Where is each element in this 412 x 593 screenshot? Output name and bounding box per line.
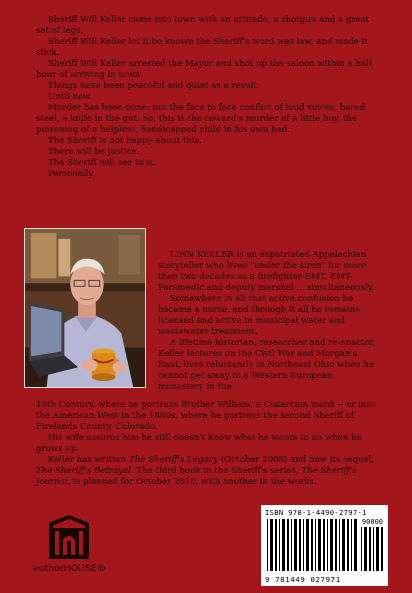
bio-paragraph: A lifetime historian, researcher and re-enactor, Keller lectures on the Civil War and Morgan's Raid, lives reluctantly in Northeast Ohio when he cannot get away to a Western European monastery in the — [158, 338, 376, 392]
blurb-line: Murder has been done: not the face to face conflict of loud voices, bared steel, a knife in the gut: no, this is the coward's murder of a little boy, the poisoning of a helpless, handicapped child in his own bed. — [36, 103, 366, 135]
book-title: The Sheriff's Legacy — [128, 455, 219, 465]
blurb-line: Sheriff Will Keller let it be known the Sheriff's word was law, and made it stick. — [36, 37, 368, 58]
blurb-line: The Sheriff will see to it. — [48, 158, 156, 168]
bio-books-paragraph — [36, 455, 380, 488]
author-bio-full-width — [36, 400, 380, 488]
bio-text: . The third book in the Sheriff's series, — [130, 466, 302, 476]
book-title: The Sheriff's Journal — [36, 466, 357, 487]
author-bio-column — [158, 250, 376, 393]
price-barcode-bars — [361, 527, 383, 571]
book-title: The Sheriff's Betrayal — [36, 466, 131, 476]
authorhouse-logo-icon — [47, 514, 91, 560]
bio-paragraph: LINN KELLER is an expatriated Appalachian storyteller who lived "under the siren" for more than two decades as a firefighter-EMT, EMT-Paramedic and deputy marshal ... simultaneously. — [158, 250, 375, 293]
price-code: 90000 — [361, 518, 383, 526]
author-photo — [24, 228, 146, 388]
blurb-line: Sheriff Will Keller arrested the Mayor and shot up the saloon within a half hour of arriving in town. — [36, 59, 372, 80]
bio-paragraph: 10th Century, where he portrays Brother William, a Cistercian monk -- or into the American West in the 1880s, where he portrays the second Sheriff of Firelands County, Colorado. — [36, 400, 376, 432]
bio-paragraph: His wife assures him he still doesn't know what he wants to do when he grows up. — [36, 433, 362, 454]
bio-text: , is planned for October 2010, with another in the works. — [67, 477, 317, 487]
publisher-logo — [33, 514, 105, 580]
ean-digits: 9 781449 027971 — [265, 575, 341, 584]
blurb-line: Until now. — [48, 92, 93, 102]
blurb-line: Sheriff Will Keller came into town with an attitude, a shotgun and a great set of legs. — [36, 15, 370, 36]
blurb-line: Personally. — [48, 169, 95, 179]
isbn-barcode — [261, 505, 388, 586]
bio-text: (October 2008) and now its sequel, — [218, 455, 375, 465]
publisher-name: authorHOUSE® — [33, 564, 106, 574]
bio-paragraph: Somewhere in all that active confusion he became a nurse, and through it all he remains licensed and active in municipal water and wastewater treatment. — [158, 294, 360, 337]
blurb-line: There will be justice. — [48, 147, 140, 157]
bio-text: Keller has written — [48, 455, 129, 465]
isbn-number: ISBN 978-1-4490-2797-1 — [265, 508, 367, 517]
barcode-bars — [267, 519, 359, 571]
book-blurb — [36, 15, 378, 180]
blurb-line: Things have been peaceful and quiet as a result. — [48, 81, 260, 91]
blurb-line: The Sheriff is not happy about this. — [48, 136, 202, 146]
